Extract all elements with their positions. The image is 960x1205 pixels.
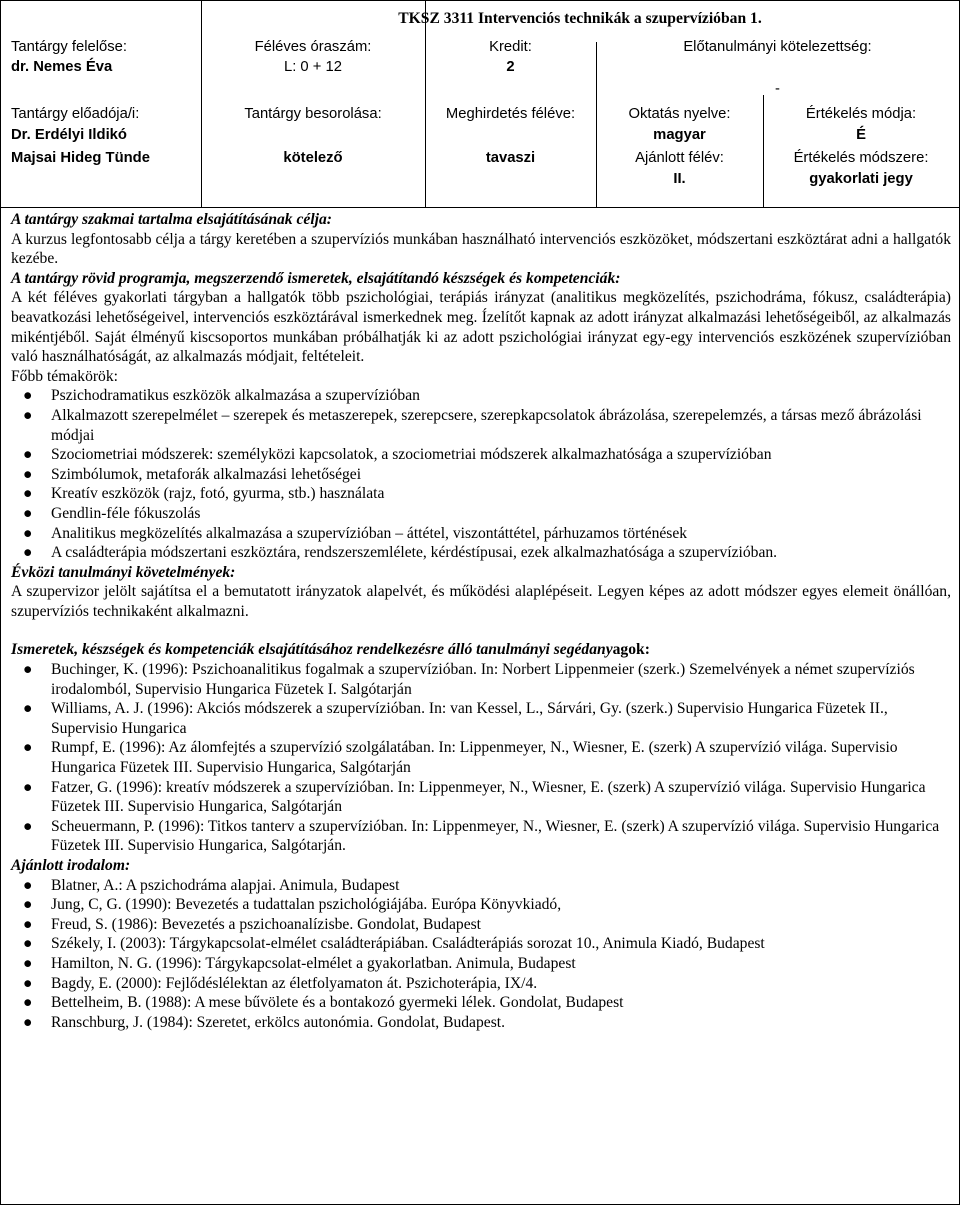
list-item: ● Bettelheim, B. (1988): A mese bűvölete és a bontakozó gyermeki lélek. Gondolat, Budapest [23,994,624,1012]
materials-list [11,660,951,856]
bullet-icon: ● [23,1013,33,1031]
bullet-icon: ● [23,974,33,992]
credit-value: 2 [506,59,515,75]
bullet-icon: ● [23,485,33,503]
bullet-icon: ● [23,504,33,522]
list-item: ● Fatzer, G. (1996): kreatív módszerek a szupervízióban. In: Lippenmeyer, N., Wiesner, E. (szerk) A szupervízió világa. Supervisio Hungarica Füzetek III. Supervisio Hungarica, Salgótarján [23,778,926,816]
recommended-semester-value: II. [673,171,686,187]
eval-method-label: Értékelés módszere: [793,150,929,166]
lecturer-label: Tantárgy előadója/i: [11,106,140,122]
list-item: ● Blatner, A.: A pszichodráma alapjai. Animula, Budapest [23,876,400,894]
language-value: magyar [653,127,706,143]
responsible-name: dr. Nemes Éva [11,59,113,75]
recommended-heading: Ajánlott irodalom: [11,857,131,874]
list-item: ● Szimbólumok, metaforák alkalmazási lehetőségei [23,465,362,483]
eval-method-value: gyakorlati jegy [809,171,913,187]
topics-label: Főbb témakörök: [11,367,118,385]
bullet-icon: ● [23,896,33,914]
bullet-icon: ● [23,935,33,953]
course-body [11,210,951,1032]
list-item: ● Buchinger, K. (1996): Pszichoanalitikus fogalmak a szupervízióban. In: Norbert Lippenmeier (szerk.) Szemelvények a német szupervíziós irodalomból, Supervisio Hungarica Füzetek I. Salgótarján [23,661,915,698]
bullet-icon: ● [23,524,33,542]
aim-heading: A tantárgy szakmai tartalma elsajátításának célja: [11,211,332,228]
program-heading: A tantárgy rövid programja, megszerzendő ismeretek, elsajátítandó készségek és kompetenciák: [11,269,621,287]
list-item: ● Székely, I. (2003): Tárgykapcsolat-elmélet családterápiában. Családterápiás sorozat 10., Animula Kiadó, Budapest [23,935,765,953]
bullet-icon: ● [23,661,33,679]
classification-label: Tantárgy besorolása: [244,106,382,122]
responsible-label: Tantárgy felelőse: [11,39,127,55]
aim-text: A kurzus legfontosabb célja a tárgy keretében a szupervíziós munkában használható intervenciós eszközöket, módszertani eszköztárat adni a hallgatók kezébe. [11,230,951,268]
program-text: A két féléves gyakorlati tárgyban a hallgatók több pszichológiai, terápiás irányzat (analitikus megközelítés, pszichodráma, fókusz, családterápia) beavatkozási lehetőségeivel, intervenciós eszköztárával ismerkednek meg. Ízelítőt kapnak az adott irányzat alkalmazási lehetőségeiből, az alkalmazás mikéntjéből. Saját élményű kiscsoportos munkában próbálhatják ki az adott pszichológiai irányzat egy-egy intervenciós eszközének szupervízióban való használhatóságát, az alkalmazás módjait, feltételeit. [11,289,951,366]
requirements-heading: Évközi tanulmányi követelmények: [11,563,236,581]
requirements-text: A szupervizor jelölt sajátítsa el a bemutatott irányzatok alapelvét, és működési alaplépéseit. Legyen képes az adott módszer egyes elemeit önállóan, szupervíziós technikaként alkalmazni. [11,583,951,620]
header-table [1,1,959,208]
semester-label: Meghirdetés féléve: [445,106,576,122]
bullet-icon: ● [23,406,33,424]
recommended-semester-label: Ajánlott félév: [635,150,724,166]
list-item: ● Williams, A. J. (1996): Akciós módszerek a szupervízióban. In: van Kessel, L., Sárvári, Gy. (szerk.) Supervisio Hungarica Füzetek II., Supervisio Hungarica [23,700,888,737]
credit-label: Kredit: [489,39,532,55]
list-item: ● Rumpf, E. (1996): Az álomfejtés a szupervízió szolgálatában. In: Lippenmeyer, N., Wiesner, E. (szerk) A szupervízió világa. Supervisio Hungarica Füzetek III. Supervisio Hungarica, Salgótarján [23,739,898,777]
bullet-icon: ● [23,739,33,757]
bullet-icon: ● [23,446,33,464]
bullet-icon: ● [23,994,33,1012]
bullet-icon: ● [23,387,33,405]
list-item: ● Ranschburg, J. (1984): Szeretet, erkölcs autonómia. Gondolat, Budapest. [23,1013,506,1031]
language-label: Oktatás nyelve: [628,106,731,122]
lecturer-2: Majsai Hideg Tünde [11,150,150,166]
bullet-icon: ● [23,465,33,483]
classification-value: kötelező [283,150,343,166]
list-item: ● Jung, C, G. (1990): Bevezetés a tudattalan pszichológiájába. Európa Könyvkiadó, [23,896,562,914]
materials-heading: Ismeretek, készségek és kompetenciák elsajátításához rendelkezésre álló tanulmányi segédanyagok: [11,641,650,659]
prereq-label: Előtanulmányi kötelezettség: [683,39,872,55]
list-item: ● Szociometriai módszerek: személyközi kapcsolatok, a szociometriai módszerek alkalmazhatósága a szupervízióban [23,446,772,464]
topics-list [11,386,951,562]
list-item: ● Scheuermann, P. (1996): Titkos tanterv a szupervízióban. In: Lippenmeyer, N., Wiesner, E. (szerk) A szupervízió világa. Supervisio Hungarica Füzetek III. Supervisio Hungarica, Salgótarján. [23,817,940,855]
bullet-icon: ● [23,817,33,835]
hours-value: L: 0 + 12 [283,59,342,75]
list-item: ● A családterápia módszertani eszköztára, rendszerszemlélete, kérdéstípusai, ezek alkalmazhatósága a szupervízióban. [23,544,778,562]
list-item: ● Analitikus megközelítés alkalmazása a szupervízióban – áttétel, viszontáttétel, párhuzamos történések [23,524,688,542]
bullet-icon: ● [23,700,33,718]
hours-label: Féléves óraszám: [254,39,372,55]
bullet-icon: ● [23,954,33,972]
list-item: ● Kreatív eszközök (rajz, fotó, gyurma, stb.) használata [23,485,385,503]
bullet-icon: ● [23,876,33,894]
list-item: ● Pszichodramatikus eszközök alkalmazása a szupervízióban [23,387,420,405]
list-item: ● Bagdy, E. (2000): Fejlődéslélektan az életfolyamaton át. Pszichoterápia, IX/4. [23,974,538,992]
course-title: TKSZ 3311 Intervenciós technikák a szupervízióban 1. [398,10,762,27]
bullet-icon: ● [23,915,33,933]
bullet-icon: ● [23,778,33,796]
list-item: ● Alkalmazott szerepelmélet – szerepek és metaszerepek, szerepcsere, szerepkapcsolatok ábrázolása, szerepelemzés, a társas mező ábrázolási módjai [23,406,922,444]
lecturer-1: Dr. Erdélyi Ildikó [11,127,127,143]
prereq-value: - [775,81,780,97]
recommended-list [11,876,951,1033]
list-item: ● Freud, S. (1986): Bevezetés a pszichoanalízisbe. Gondolat, Budapest [23,915,482,933]
eval-mode-value: É [856,127,866,143]
list-item: ● Hamilton, N. G. (1996): Tárgykapcsolat-elmélet a gyakorlatban. Animula, Budapest [23,954,576,972]
list-item: ● Gendlin-féle fókuszolás [23,504,201,522]
semester-value: tavaszi [485,150,536,166]
eval-mode-label: Értékelés módja: [805,106,917,122]
bullet-icon: ● [23,544,33,562]
